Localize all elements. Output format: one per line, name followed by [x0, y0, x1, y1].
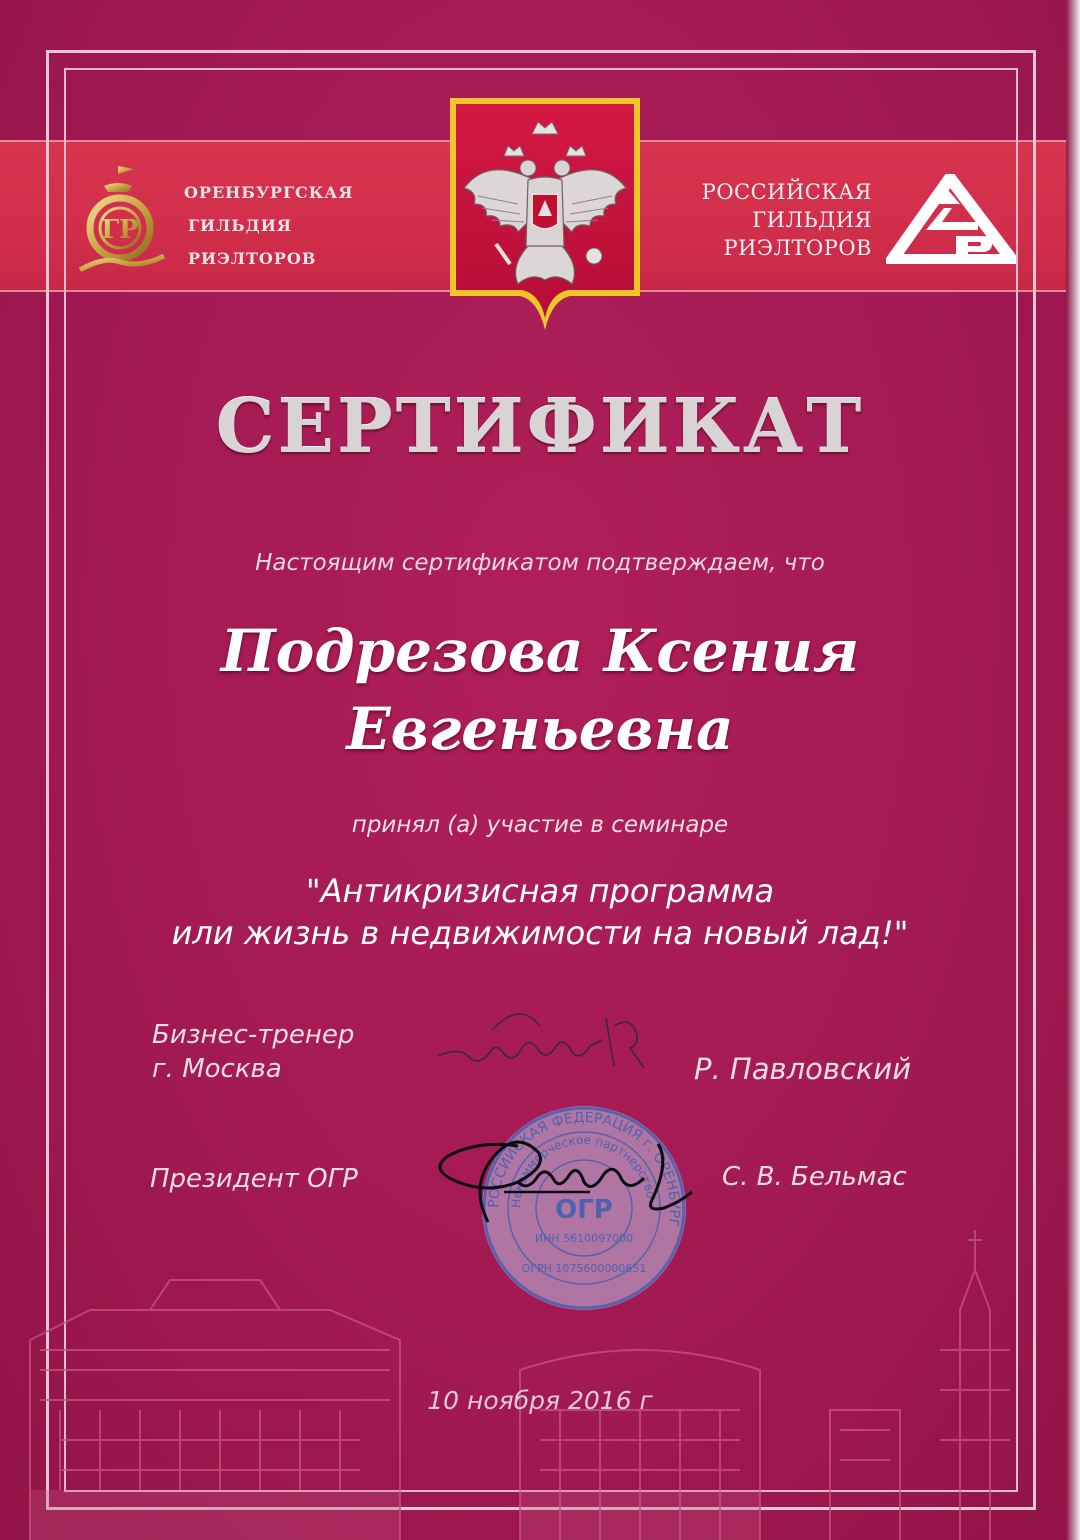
president-signature	[408, 1122, 698, 1234]
seminar-title	[0, 870, 1080, 954]
confirm-text: Настоящим сертификатом подтверждаем, что	[255, 550, 825, 576]
ogr-name-line-2: ГИЛЬДИЯ	[188, 216, 292, 235]
seminar-title-line-1: "Антикризисная программа	[305, 872, 775, 910]
stamp-outer-text: РОССИЙСКАЯ ФЕДЕРАЦИЯ г. ОРЕНБУРГ	[485, 1109, 683, 1229]
rgr-name-line-1: РОССИЙСКАЯ	[701, 180, 872, 204]
stamp-center-text: ОГР	[555, 1195, 613, 1225]
trainer-signature	[430, 996, 670, 1082]
recipient-name-line-2: Евгеньевна	[346, 695, 734, 763]
coat-of-arms-icon	[448, 96, 642, 334]
recipient-name-line-1: Подрезова Ксения	[220, 617, 860, 685]
trainer-name: Р. Павловский	[694, 1052, 912, 1086]
rgr-name	[660, 178, 872, 262]
trainer-label	[152, 1018, 354, 1086]
seminar-title-line-2: или жизнь в недвижимости на новый лад!"	[171, 914, 909, 952]
page-edge	[1066, 0, 1080, 1540]
president-name: С. В. Бельмас	[722, 1162, 907, 1192]
svg-text:ГР: ГР	[101, 215, 139, 245]
rgr-name-line-3: РИЭЛТОРОВ	[723, 236, 872, 260]
ogr-name-line-3: РИЭЛТОРОВ	[188, 249, 317, 268]
stamp-ogrn-text: ОГРН 1075600000651	[521, 1262, 647, 1275]
rgr-logo-icon	[886, 174, 1016, 264]
president-label: Президент ОГР	[150, 1164, 358, 1194]
participation-text: принял (а) участие в семинаре	[351, 812, 729, 838]
certificate-title: СЕРТИФИКАТ	[215, 384, 865, 470]
ogr-name-line-1: ОРЕНБУРГСКАЯ	[184, 183, 354, 202]
trainer-label-line-2: г. Москва	[152, 1054, 282, 1084]
ogr-name	[184, 176, 353, 275]
stamp-inn-text: ИНН 5610097000	[534, 1232, 634, 1245]
rgr-name-line-2: ГИЛЬДИЯ	[752, 208, 872, 232]
ogr-logo-icon	[74, 160, 170, 278]
stamp-inner-text: Некоммерческое партнерство	[508, 1132, 659, 1209]
certificate-date: 10 ноября 2016 г	[427, 1386, 653, 1415]
recipient-name	[0, 612, 1080, 768]
trainer-label-line-1: Бизнес-тренер	[152, 1020, 355, 1050]
